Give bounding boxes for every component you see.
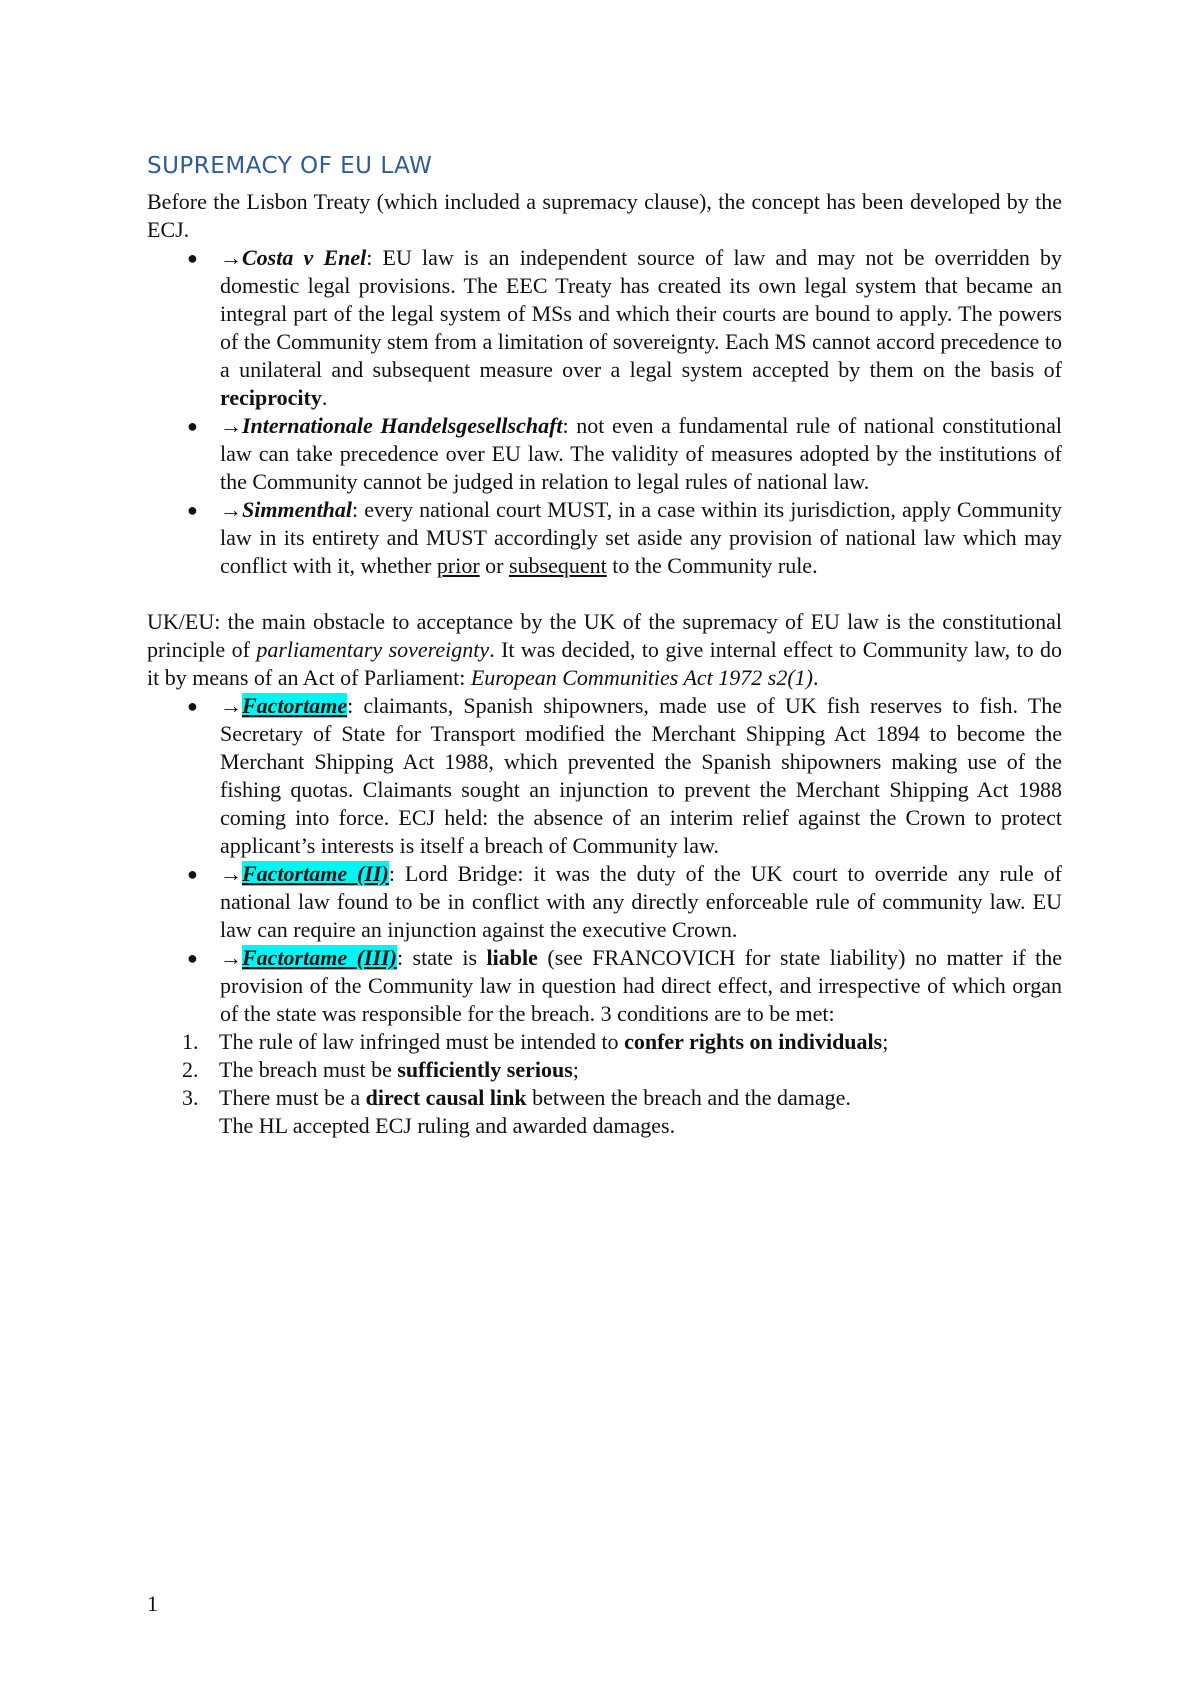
condition-number: 2. bbox=[182, 1057, 199, 1082]
bold-term: sufficiently serious bbox=[397, 1057, 573, 1082]
list-item-factortame bbox=[147, 692, 1062, 860]
italic-term: European Communities Act 1972 s2(1) bbox=[470, 665, 814, 690]
case-name: Simmenthal bbox=[242, 497, 353, 522]
case-list-uk bbox=[147, 692, 1062, 1028]
case-text: : Lord Bridge: it was the duty of the UK court to override any rule of national law found to be in conflict with any directly enforceable rule of community law. EU law can require an injunction against the executive Crown. bbox=[220, 861, 1062, 942]
condition-item bbox=[147, 1084, 1062, 1112]
bold-term: liable bbox=[486, 945, 538, 970]
case-text: : state is bbox=[396, 945, 487, 970]
condition-number: 1. bbox=[182, 1029, 199, 1054]
case-text: or bbox=[479, 553, 509, 578]
bullet-icon: ● bbox=[187, 500, 198, 520]
condition-text-end: between the breach and the damage. bbox=[526, 1085, 851, 1110]
case-text: : every national court MUST, in a case within its jurisdiction, apply Community law in its entirety and MUST accordingly set aside any provision of national law which may conflict with it, whether bbox=[220, 497, 1062, 578]
bullet-icon: ● bbox=[187, 948, 198, 968]
list-item-factortame-3 bbox=[147, 944, 1062, 1028]
page-number: 1 bbox=[147, 1591, 158, 1616]
spacer bbox=[147, 580, 1062, 608]
underlined-term: prior bbox=[436, 553, 480, 578]
conditions-list bbox=[147, 1028, 1062, 1112]
arrow-icon: → bbox=[220, 693, 242, 718]
uk-text: UK/EU: the main obstacle to acceptance by the UK of the supremacy of EU law is the constitutional principle of bbox=[147, 609, 1062, 662]
case-text: : claimants, Spanish shipowners, made use of UK fish reserves to fish. The Secretary of State for Transport modified the Merchant Shipping Act 1894 to become the Merchant Shipping Act 1988, which prevented the Spanish shipowners making use of the fishing quotas. Claimants sought an injunction to prevent the Merchant Shipping Act 1988 coming into force. ECJ held: the absence of an interim relief against the Crown to protect applicant’s interests is itself a breach of Community law. bbox=[220, 693, 1062, 858]
case-text: : EU law is an independent source of law and may not be overridden by domestic legal provisions. The EEC Treaty has created its own legal system that became an integral part of the legal system of MSs and which their courts are bound to apply. The powers of the Community stem from a limitation of sovereignty. Each MS cannot accord precedence to a unilateral and subsequent measure over a legal system accepted by them on the basis of bbox=[220, 245, 1062, 382]
case-name: Factortame (III) bbox=[242, 945, 397, 970]
uk-paragraph bbox=[147, 608, 1062, 692]
case-name: Costa v Enel bbox=[242, 245, 367, 270]
case-list-eu bbox=[147, 244, 1062, 580]
condition-text-end: ; bbox=[882, 1029, 889, 1054]
uk-text: . It was decided, to give internal effect to Community law, to do it by means of an Act of Parliament: bbox=[147, 637, 1062, 690]
page-title: SUPREMACY OF EU LAW bbox=[147, 153, 433, 179]
list-item-simmenthal bbox=[147, 496, 1062, 580]
condition-text: The rule of law infringed must be intended to bbox=[219, 1029, 625, 1054]
case-text: (see FRANCOVICH for state liability) no matter if the provision of the Community law in question had direct effect, and irrespective of which organ of the state was responsible for the breach. 3 conditions are to be met: bbox=[220, 945, 1062, 1026]
arrow-icon: → bbox=[220, 861, 242, 886]
list-item-internationale bbox=[147, 412, 1062, 496]
arrow-icon: → bbox=[220, 945, 242, 970]
bold-term: reciprocity bbox=[220, 385, 322, 410]
case-text-end: . bbox=[321, 385, 328, 410]
document-page bbox=[147, 150, 1062, 1140]
list-item-costa bbox=[147, 244, 1062, 412]
case-text: to the Community rule. bbox=[606, 553, 818, 578]
uk-text: . bbox=[813, 665, 819, 690]
case-name: Factortame bbox=[242, 693, 348, 718]
condition-text: The breach must be bbox=[219, 1057, 398, 1082]
arrow-icon: → bbox=[220, 497, 242, 522]
condition-text-end: ; bbox=[572, 1057, 579, 1082]
underlined-term: subsequent bbox=[508, 553, 607, 578]
arrow-icon: → bbox=[220, 245, 242, 270]
italic-term: parliamentary sovereignty bbox=[256, 637, 490, 662]
condition-item bbox=[147, 1028, 1062, 1056]
bold-term: confer rights on individuals bbox=[624, 1029, 883, 1054]
case-name: Internationale Handelsgesellschaft bbox=[242, 413, 563, 438]
bullet-icon: ● bbox=[187, 864, 198, 884]
bullet-icon: ● bbox=[187, 416, 198, 436]
case-text: : not even a fundamental rule of national constitutional law can take precedence over EU law. The validity of measures adopted by the institutions of the Community cannot be judged in relation to legal rules of national law. bbox=[220, 413, 1062, 494]
bullet-icon: ● bbox=[187, 248, 198, 268]
bold-term: direct causal link bbox=[365, 1085, 527, 1110]
arrow-icon: → bbox=[220, 413, 242, 438]
case-name: Factortame (II) bbox=[242, 861, 389, 886]
condition-number: 3. bbox=[182, 1085, 199, 1110]
intro-paragraph: Before the Lisbon Treaty (which included a supremacy clause), the concept has been developed by the ECJ. bbox=[147, 189, 1062, 242]
list-item-factortame-2 bbox=[147, 860, 1062, 944]
closing-note: The HL accepted ECJ ruling and awarded damages. bbox=[219, 1113, 676, 1138]
bullet-icon: ● bbox=[187, 696, 198, 716]
condition-text: There must be a bbox=[219, 1085, 366, 1110]
condition-item bbox=[147, 1056, 1062, 1084]
